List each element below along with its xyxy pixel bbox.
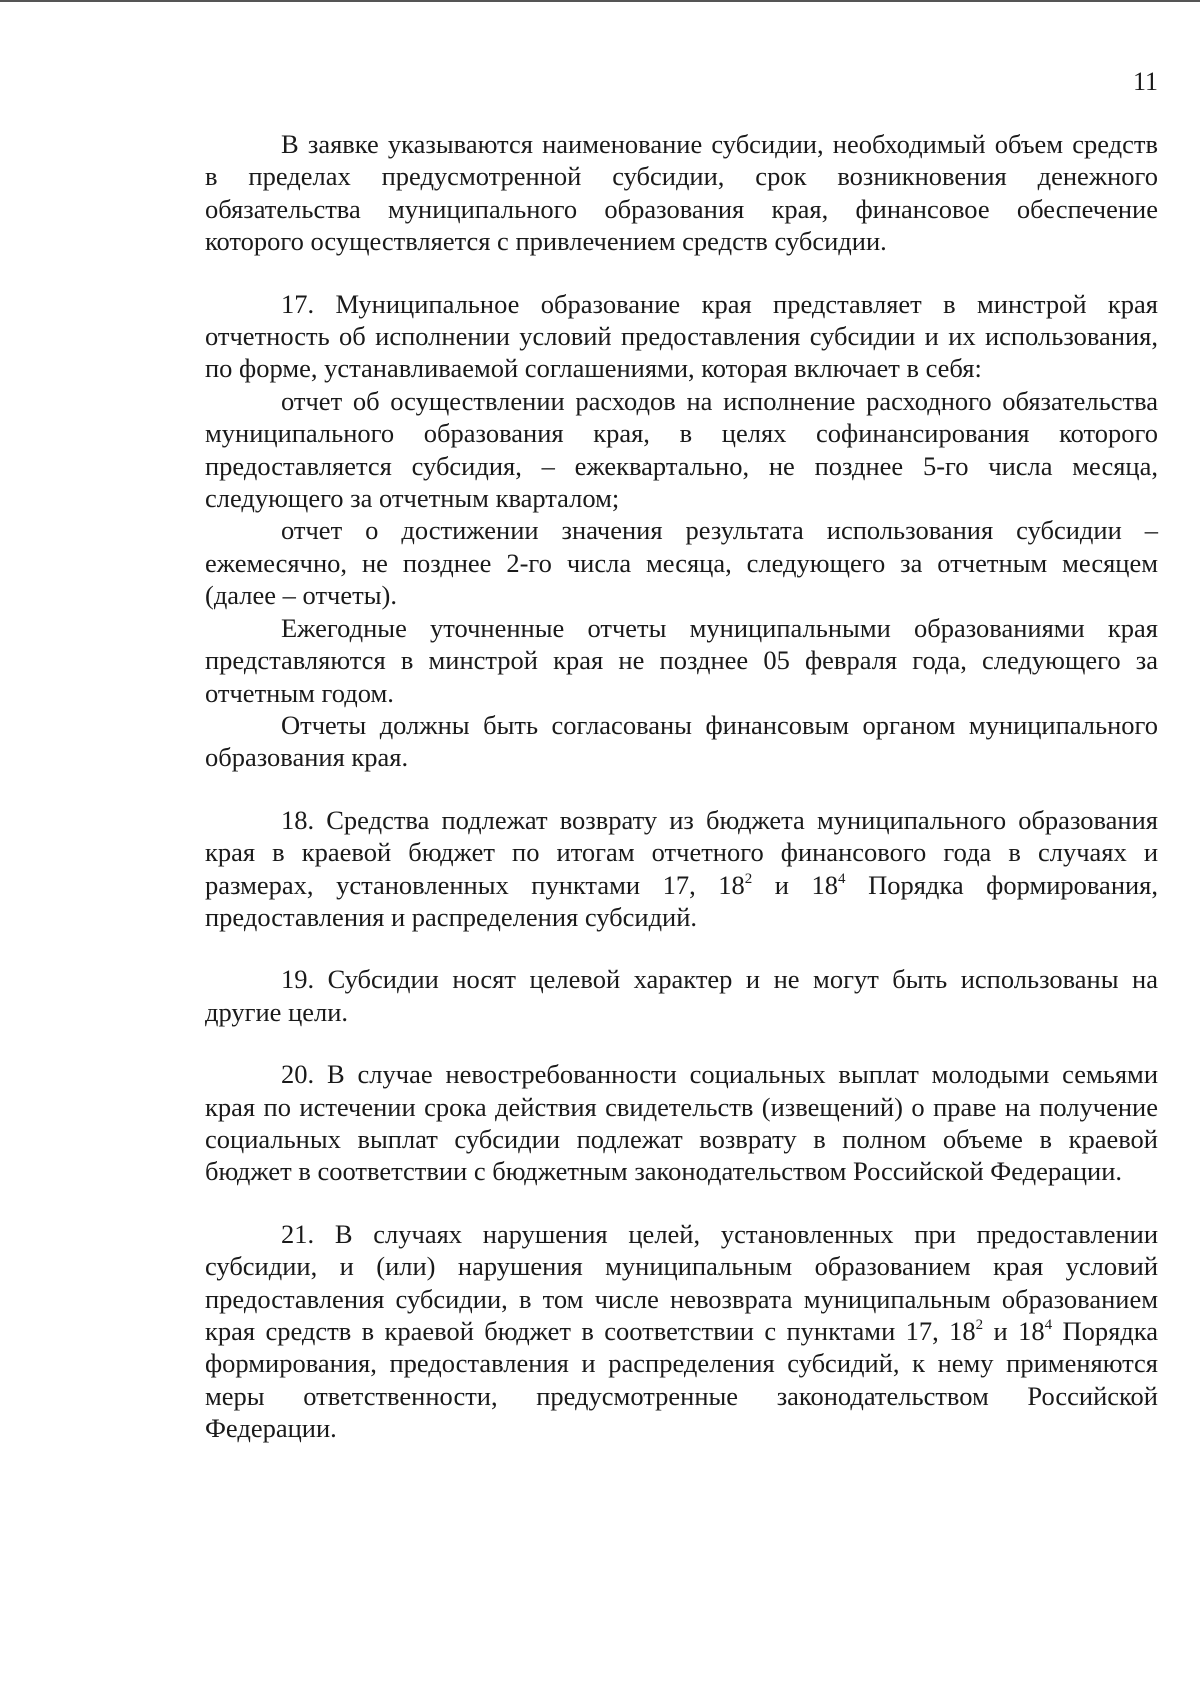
page-number: 11 xyxy=(1132,67,1158,96)
paragraph-17-approval: Отчеты должны быть согласованы финансовым органом муниципального образования края. xyxy=(205,709,1158,773)
paragraph-17-expense-report: отчет об осуществлении расходов на исполнение расходного обязательства муниципального образования края, в целях софинансирования которого предоставляется субсидия, – ежеквартально, не позднее 5-го числа месяца, следующего за отчетным кварталом; xyxy=(205,385,1158,514)
paragraph-18-sup-a: 2 xyxy=(744,870,753,887)
paragraph-21-text-b: и 18 xyxy=(983,1316,1045,1346)
paragraph-17-annual-reports: Ежегодные уточненные отчеты муниципальными образованиями края представляются в минстрой края не позднее 05 февраля года, следующего за отчетным годом. xyxy=(205,612,1158,708)
paragraph-18-text-b: и 18 xyxy=(752,869,839,900)
paragraph-17-reporting: 17. Муниципальное образование края представляет в минстрой края отчетность об исполнении условий предоставления субсидии и их использования, по форме, устанавливаемой соглашениями, которая включает в себя: xyxy=(205,288,1158,384)
paragraph-17-result-report: отчет о достижении значения результата использования субсидии – ежемесячно, не позднее 2-го числа месяца, следующего за отчетным месяцем (далее – отчеты). xyxy=(205,515,1158,611)
paragraph-18-text-a: 18. Средства подлежат возврату из бюджета муниципального образования края в краевой бюджет по итогам отчетного финансового года в случаях и размерах, установленных пунктами 17, 18 xyxy=(205,804,1158,900)
document-body xyxy=(205,128,1158,1445)
paragraph-21-text-c: Порядка формирования, предоставления и распределения субсидий, к нему применяются меры ответственности, предусмотренные законодательством Российской Федерации. xyxy=(205,1316,1158,1444)
paragraph-18-sup-b: 4 xyxy=(838,870,846,887)
paragraph-application-contents: В заявке указываются наименование субсидии, необходимый объем средств в пределах предусмотренной субсидии, срок возникновения денежного обязательства муниципального образования края, финансовое обеспечение которого осуществляется с привлечением средств субсидии. xyxy=(205,129,1158,257)
paragraph-21-sup-a: 2 xyxy=(975,1317,984,1333)
paragraph-21-sup-b: 4 xyxy=(1044,1317,1053,1333)
paragraph-20-unclaimed: 20. В случае невостребованности социальных выплат молодыми семьями края по истечении срока действия свидетельств (извещений) о праве на получение социальных выплат субсидии подлежат возврату в полном объеме в краевой бюджет в соответствии с бюджетным законодательством Российской Федерации. xyxy=(205,1059,1158,1187)
paragraph-21-liability xyxy=(205,1218,1158,1445)
paragraph-21-text-a: 21. В случаях нарушения целей, установленных при предоставлении субсидии, и (или) нарушения муниципальным образованием края условий предоставления субсидии, в том числе невозврата муниципальным образованием края средств в краевой бюджет в соответствии с пунктами 17, 18 xyxy=(205,1218,1158,1346)
paragraph-19-purpose: 19. Субсидии носят целевой характер и не могут быть использованы на другие цели. xyxy=(205,964,1158,1027)
paragraph-18-text-c: Порядка формирования, предоставления и распределения субсидий. xyxy=(205,869,1159,932)
paragraph-18-refund xyxy=(205,804,1158,934)
